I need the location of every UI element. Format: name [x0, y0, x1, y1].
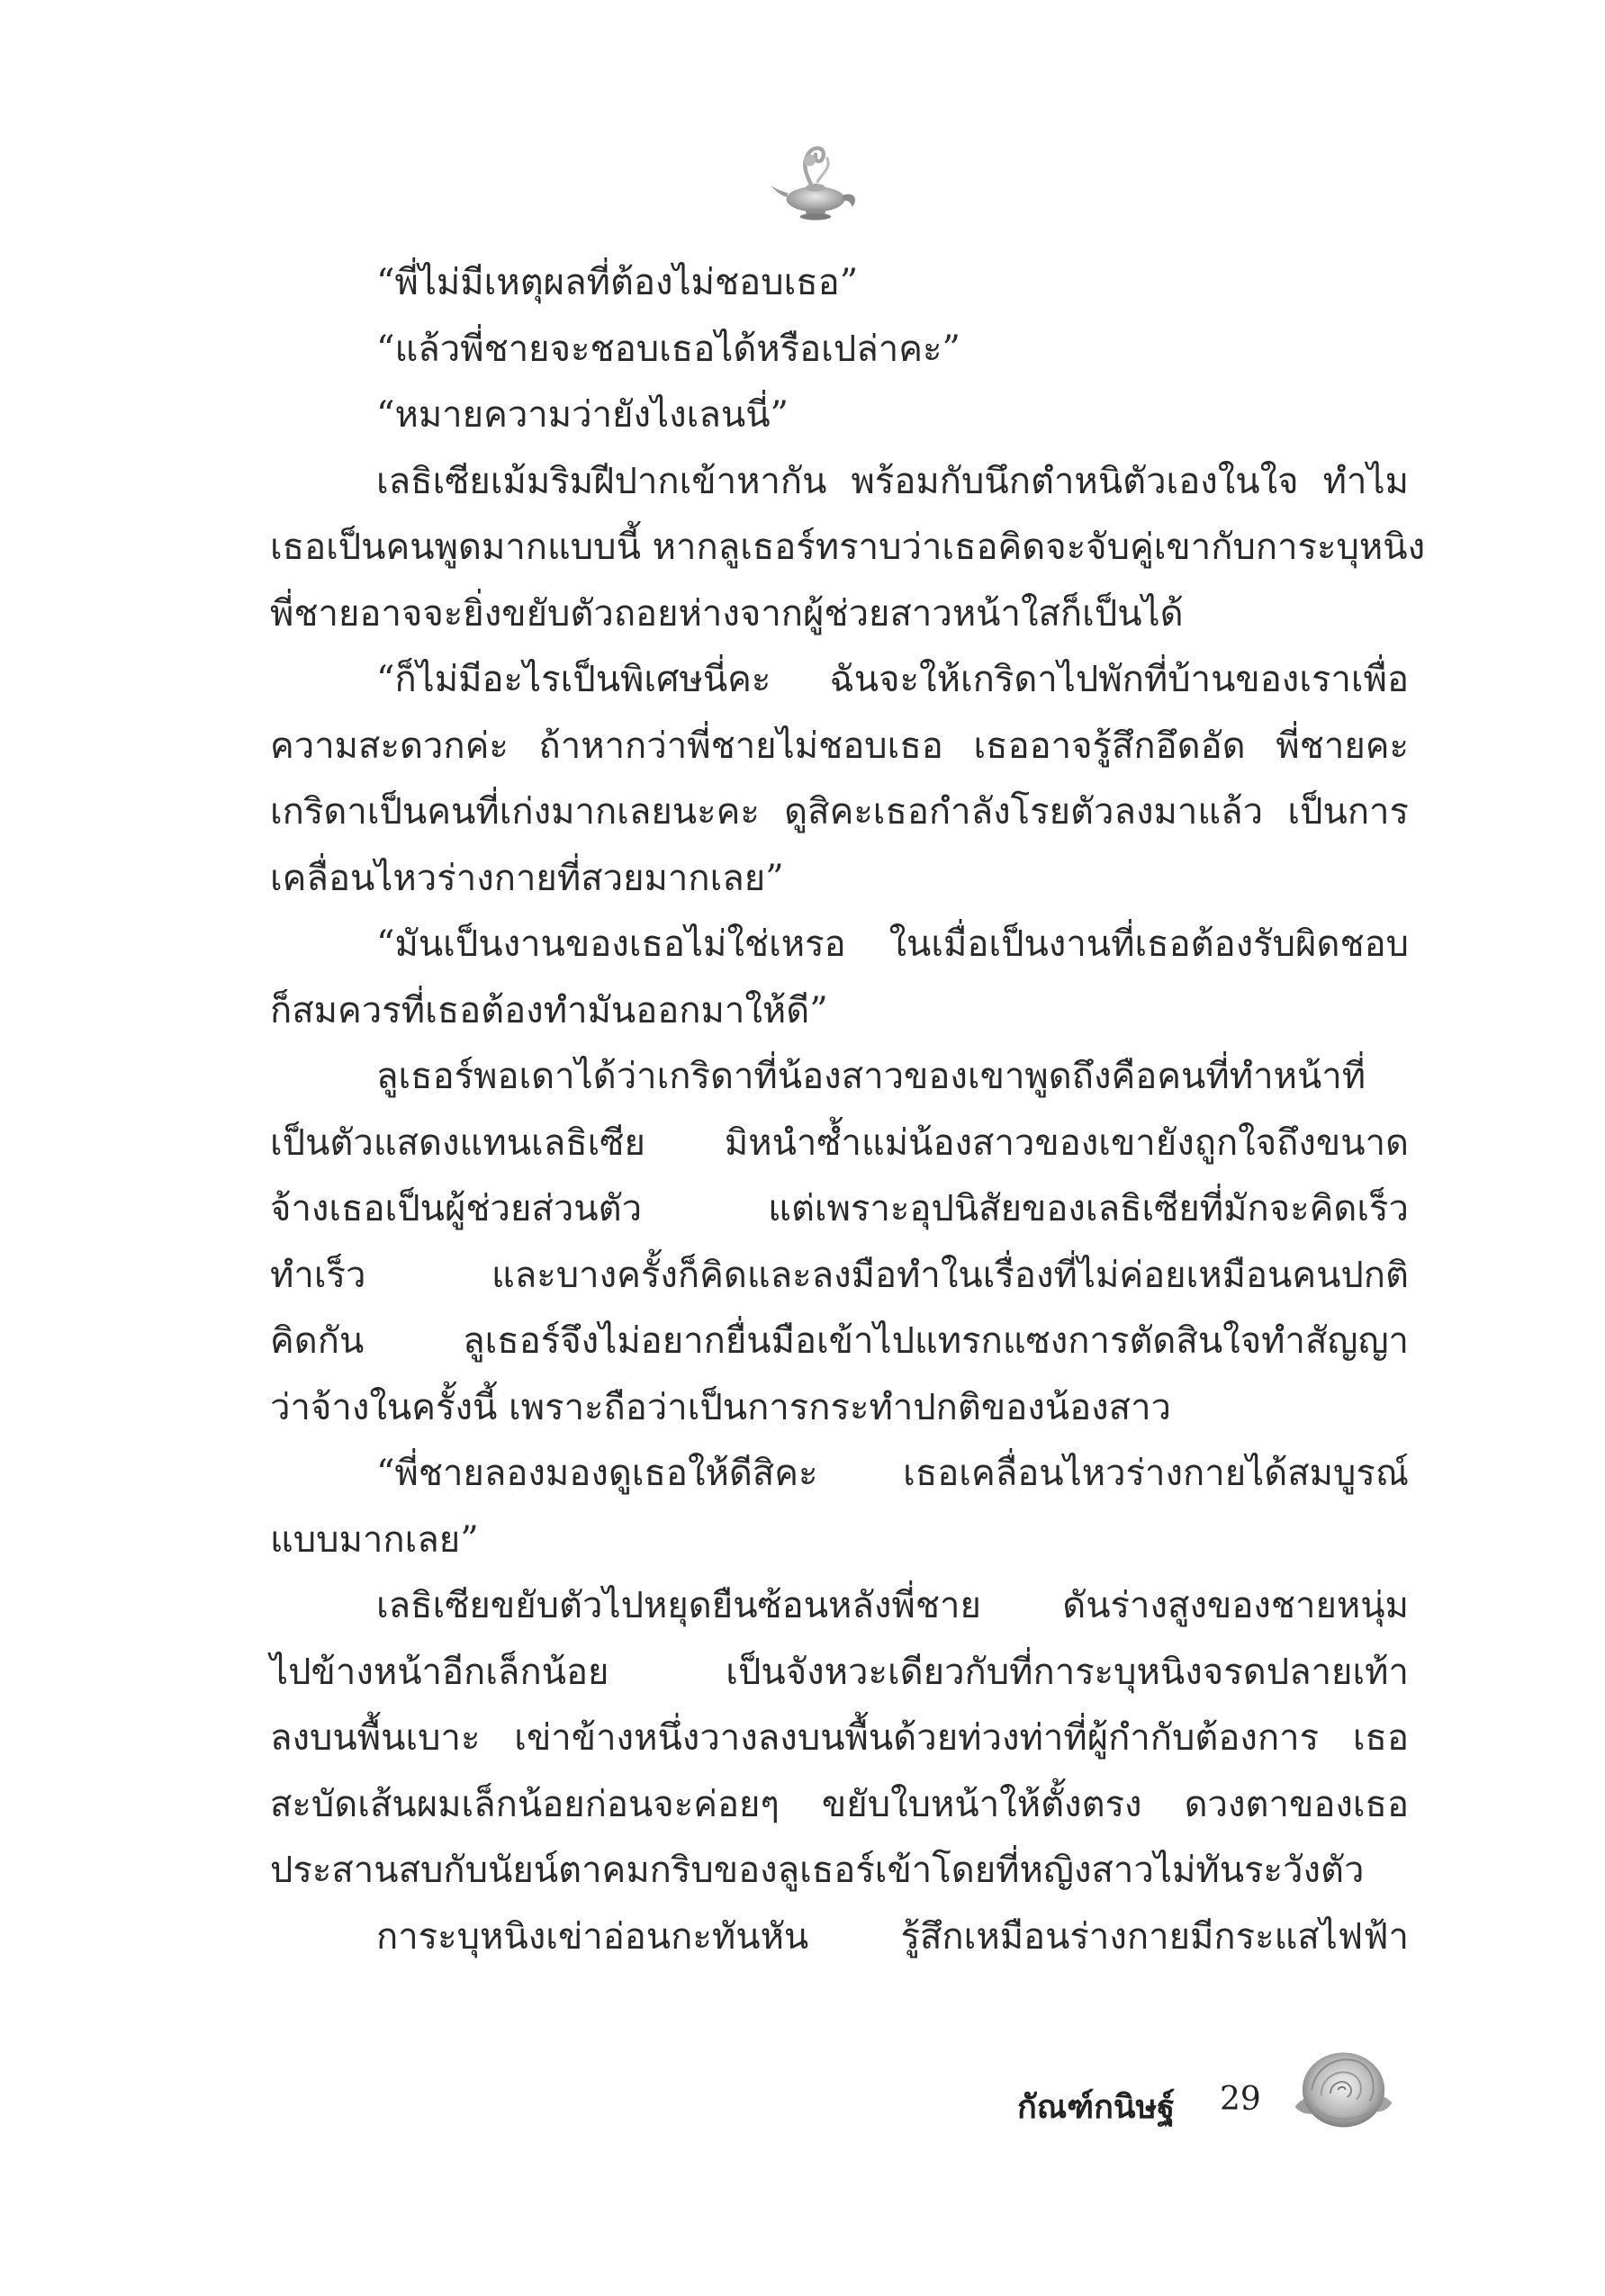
text-line: “พี่ชายลองมองดูเธอให้ดีสิคะ เธอเคลื่อนไหวร่างกายได้สมบูรณ์: [376, 1453, 1409, 1494]
text-line: ทำเร็ว และบางครั้งก็คิดและลงมือทำในเรื่องที่ไม่ค่อยเหมือนคนปกติ: [270, 1254, 1409, 1296]
text-line: เลธิเซียขยับตัวไปหยุดยืนซ้อนหลังพี่ชาย ดันร่างสูงของชายหนุ่ม: [376, 1585, 1409, 1626]
text-line: “พี่ไม่มีเหตุผลที่ต้องไม่ชอบเธอ”: [376, 262, 859, 303]
text-line: จ้างเธอเป็นผู้ช่วยส่วนตัว แต่เพราะอุปนิสัยของเลธิเซียที่มักจะคิดเร็ว: [270, 1188, 1409, 1229]
text-line: เกริดาเป็นคนที่เก่งมากเลยนะคะ ดูสิคะเธอกำลังโรยตัวลงมาแล้ว เป็นการ: [270, 791, 1409, 833]
book-title: กัณฑ์กนิษฐ์: [1017, 2089, 1176, 2126]
text-line: การะบุหนิงเข่าอ่อนกะทันหัน รู้สึกเหมือนร่างกายมีกระแสไฟฟ้า: [376, 1915, 1409, 1958]
text-line: ลูเธอร์พอเดาได้ว่าเกริดาที่น้องสาวของเขาพูดถึงคือคนที่ทำหน้าที่: [376, 1056, 1366, 1097]
text-line: เคลื่อนไหวร่างกายที่สวยมากเลย”: [270, 857, 784, 899]
text-line: ลงบนพื้นเบาะ เข่าข้างหนึ่งวางลงบนพื้นด้วยท่วงท่าที่ผู้กำกับต้องการ เธอ: [270, 1717, 1409, 1759]
page-number: 29: [1220, 2081, 1261, 2118]
text-line: ประสานสบกับนัยน์ตาคมกริบของลูเธอร์เข้าโดยที่หญิงสาวไม่ทันระวังตัว: [270, 1850, 1365, 1891]
text-line: คิดกัน ลูเธอร์จึงไม่อยากยื่นมือเข้าไปแทรกแซงการตัดสินใจทำสัญญา: [270, 1320, 1409, 1362]
text-line: “หมายความว่ายังไงเลนนี่”: [376, 394, 789, 436]
text-line: ความสะดวกค่ะ ถ้าหากว่าพี่ชายไม่ชอบเธอ เธออาจรู้สึกอึดอัด พี่ชายคะ: [270, 725, 1409, 767]
text-line: “มันเป็นงานของเธอไม่ใช่เหรอ ในเมื่อเป็นงานที่เธอต้องรับผิดชอบ: [376, 923, 1409, 965]
text-line: แบบมากเลย”: [270, 1518, 479, 1561]
text-line: เธอเป็นคนพูดมากแบบนี้ หากลูเธอร์ทราบว่าเธอคิดจะจับคู่เขากับการะบุหนิง: [270, 527, 1426, 568]
text-line: สะบัดเส้นผมเล็กน้อยก่อนจะค่อยๆ ขยับใบหน้าให้ตั้งตรง ดวงตาของเธอ: [270, 1783, 1409, 1825]
text-line: เลธิเซียเม้มริมฝีปากเข้าหากัน พร้อมกับนึกตำหนิตัวเองในใจ ทำไม: [376, 460, 1409, 502]
text-line: ว่าจ้างในครั้งนี้ เพราะถือว่าเป็นการกระทำปกติของน้องสาว: [270, 1386, 1171, 1428]
text-line: พี่ชายอาจจะยิ่งขยับตัวถอยห่างจากผู้ช่วยสาวหน้าใสก็เป็นได้: [270, 592, 1184, 635]
text-line: “แล้วพี่ชายจะชอบเธอได้หรือเปล่าคะ”: [376, 328, 960, 370]
text-line: เป็นตัวแสดงแทนเลธิเซีย มิหนำซ้ำแม่น้องสาวของเขายังถูกใจถึงขนาด: [270, 1121, 1409, 1164]
text-line: “ก็ไม่มีอะไรเป็นพิเศษนี่คะ ฉันจะให้เกริดาไปพักที่บ้านของเราเพื่อ: [376, 659, 1409, 700]
text-line: ไปข้างหน้าอีกเล็กน้อย เป็นจังหวะเดียวกับที่การะบุหนิงจรดปลายเท้า: [270, 1651, 1409, 1693]
chapter-body: [270, 250, 1426, 1970]
genie-lamp-icon: [767, 135, 864, 232]
rose-icon: [1287, 2041, 1400, 2140]
text-line: ก็สมควรที่เธอต้องทำมันออกมาให้ดี”: [270, 989, 828, 1031]
